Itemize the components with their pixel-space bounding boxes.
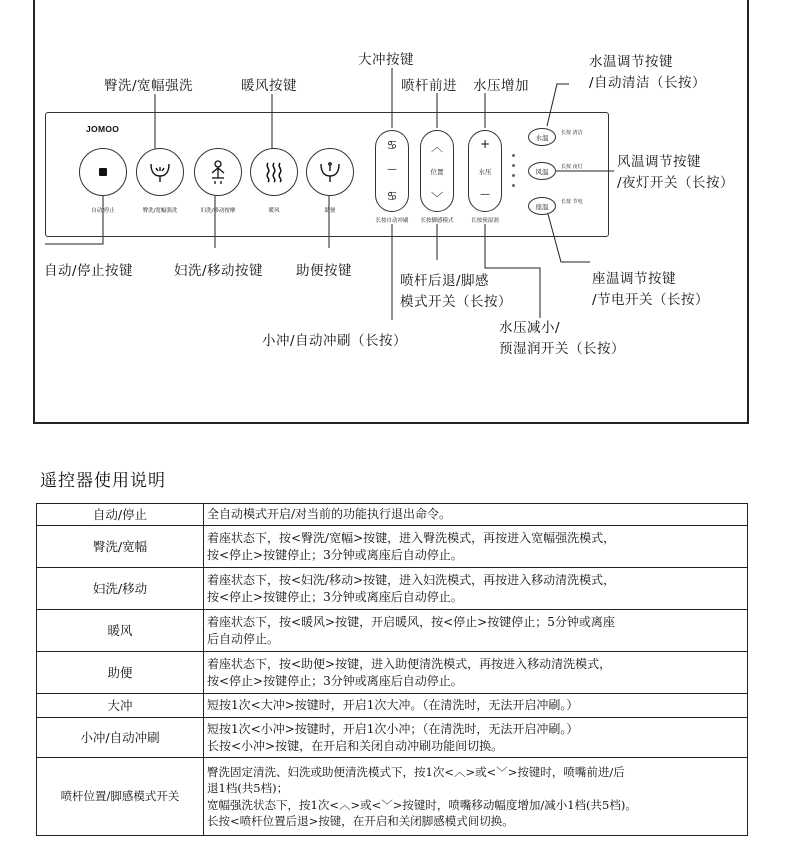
table-row <box>37 718 748 758</box>
row-desc: 短按1次<大冲>按键时，开启1次大冲。（在清洗时，无法开启冲刷。） <box>204 694 748 718</box>
indicator-dot <box>512 154 515 157</box>
callout-women-wash: 妇洗/移动按键 <box>174 263 264 279</box>
warm-air-button[interactable] <box>250 148 298 196</box>
small-flush-icon[interactable]: ♋ <box>386 189 398 203</box>
table-row <box>37 504 748 526</box>
manual-table <box>36 503 748 836</box>
assist-icon <box>317 160 343 184</box>
table-row <box>37 526 748 568</box>
callout-pressure-up: 水压增加 <box>473 78 529 94</box>
warm-air-label: 暖风 <box>268 208 280 214</box>
water-temp-button[interactable]: 水温 <box>528 128 556 146</box>
callout-assist: 助便按键 <box>296 263 352 279</box>
hip-wash-button[interactable] <box>136 148 184 196</box>
callout-water-temp: 水温调节按键 /自动清洁（长按） <box>589 54 707 91</box>
seat-temp-note: 长按 节电 <box>561 199 583 205</box>
indicator-dot <box>512 164 515 167</box>
assist-label: 助便 <box>324 208 336 214</box>
hip-wash-icon <box>147 160 173 184</box>
flush-divider: — <box>387 164 397 175</box>
row-desc: 着座状态下，按<臀洗/宽幅>按键，进入臀洗模式，再按进入宽幅强洗模式， 按<停止>按键停止；3分钟或离座后自动停止。 <box>204 526 748 568</box>
hip-wash-label: 臀洗/宽幅强洗 <box>142 208 178 214</box>
callout-pressure-down: 水压减小/ 预湿润开关（长按） <box>499 320 625 357</box>
pressure-pill <box>468 130 502 212</box>
table-row <box>37 758 748 836</box>
table-row <box>37 694 748 718</box>
row-desc: 全自动模式开启/对当前的功能执行退出命令。 <box>204 504 748 526</box>
indicator-dot <box>512 174 515 177</box>
stop-icon <box>99 168 107 176</box>
air-temp-button[interactable]: 风温 <box>528 162 556 180</box>
brand-logo: JOMOO <box>86 124 120 134</box>
pressure-label: 水压 <box>478 168 492 176</box>
indicator-dot <box>512 184 515 187</box>
pressure-pill-label: 长按预湿润 <box>471 218 499 224</box>
pressure-down-button[interactable]: — <box>480 189 490 200</box>
callout-nozzle-back: 喷杆后退/脚感 模式开关（长按） <box>400 273 512 310</box>
row-name: 暖风 <box>37 610 204 652</box>
callout-big-flush: 大冲按键 <box>358 52 414 68</box>
flush-pill <box>375 130 409 212</box>
row-desc: 着座状态下，按<暖风>按键，开启暖风，按<停止>按键停止；5分钟或离座 后自动停止。 <box>204 610 748 652</box>
table-row <box>37 568 748 610</box>
position-pill-label: 长按脚感模式 <box>420 218 454 224</box>
nozzle-forward-button[interactable]: ︿ <box>430 140 443 154</box>
table-row <box>37 652 748 694</box>
flush-pill-label: 长按自动冲刷 <box>375 218 409 224</box>
row-name: 自动/停止 <box>37 504 204 526</box>
women-wash-label: 妇洗/移动按摩 <box>200 208 236 214</box>
nozzle-back-button[interactable]: ﹀ <box>430 191 443 205</box>
callout-warm-air: 暖风按键 <box>241 78 297 94</box>
auto-stop-button[interactable] <box>79 148 127 196</box>
auto-stop-label: 自动/停止 <box>91 208 115 214</box>
row-name: 臀洗/宽幅 <box>37 526 204 568</box>
position-label: 位置 <box>430 168 444 176</box>
assist-button[interactable] <box>306 148 354 196</box>
row-desc: 着座状态下，按<妇洗/移动>按键，进入妇洗模式，再按进入移动清洗模式， 按<停止>按键停止；3分钟或离座后自动停止。 <box>204 568 748 610</box>
row-name: 妇洗/移动 <box>37 568 204 610</box>
callout-air-temp: 风温调节按键 /夜灯开关（长按） <box>617 154 735 191</box>
row-name: 大冲 <box>37 694 204 718</box>
row-name: 小冲/自动冲刷 <box>37 718 204 758</box>
water-temp-note: 长按 清洁 <box>561 130 583 136</box>
women-wash-icon <box>206 159 230 185</box>
big-flush-icon[interactable]: ♋ <box>386 138 398 152</box>
row-desc: 臀洗固定清洗、妇洗或助便清洗模式下，按1次<︿>或<﹀>按键时，喷嘴前进/后 退1档(共5档)； 宽幅强洗状态下，按1次<︿>或<﹀>按键时，喷嘴移动幅度增加/减小1档(共5档)。 长按<喷杆位置后退>按键，在开启和关闭脚感模式间切换。 <box>204 758 748 836</box>
callout-small-flush: 小冲/自动冲刷（长按） <box>262 333 408 349</box>
manual-title: 遥控器使用说明 <box>40 471 166 491</box>
women-wash-button[interactable] <box>194 148 242 196</box>
row-desc: 短按1次<小冲>按键时，开启1次小冲；（在清洗时，无法开启冲刷。） 长按<小冲>按键，在开启和关闭自动冲刷功能间切换。 <box>204 718 748 758</box>
row-desc: 着座状态下，按<助便>按键，进入助便清洗模式，再按进入移动清洗模式， 按<停止>按键停止；3分钟或离座后自动停止。 <box>204 652 748 694</box>
callout-seat-temp: 座温调节按键 /节电开关（长按） <box>592 271 710 308</box>
pressure-up-button[interactable]: + <box>479 137 491 151</box>
row-name: 喷杆位置/脚感模式开关 <box>37 758 204 836</box>
air-temp-note: 长按 夜灯 <box>561 164 583 170</box>
warm-air-icon <box>263 160 285 184</box>
seat-temp-button[interactable]: 座温 <box>528 197 556 215</box>
row-name: 助便 <box>37 652 204 694</box>
position-pill <box>420 130 454 212</box>
callout-hip-wash: 臀洗/宽幅强洗 <box>104 78 194 94</box>
table-row <box>37 610 748 652</box>
callout-auto-stop: 自动/停止按键 <box>44 263 134 279</box>
callout-nozzle-forward: 喷杆前进 <box>401 78 457 94</box>
